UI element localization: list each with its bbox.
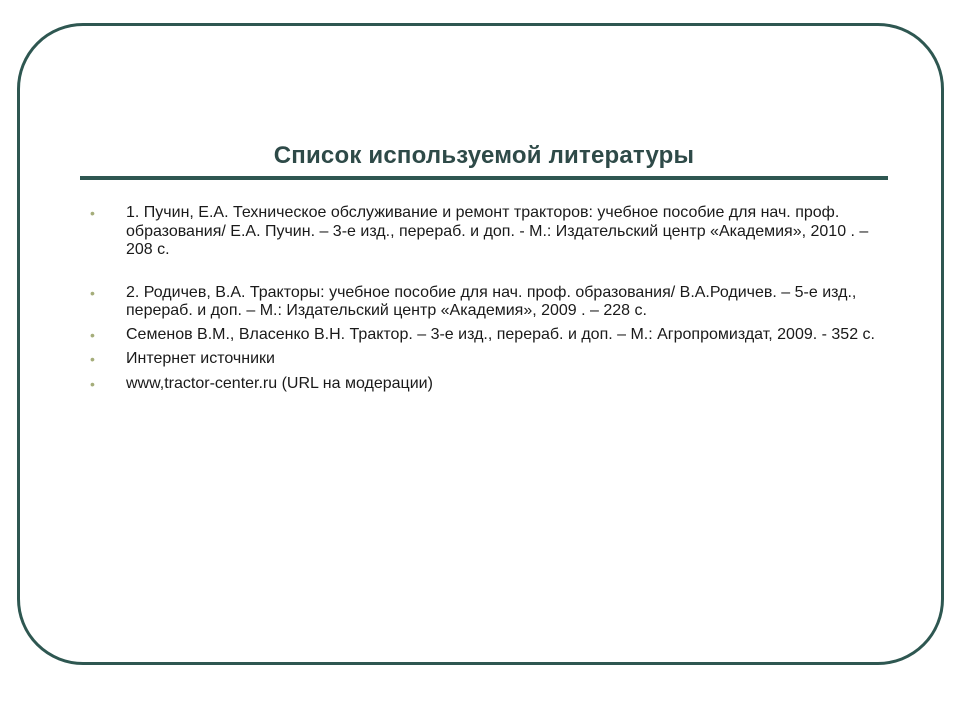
bibliography-link[interactable]: www,tractor-center.ru (URL на модерации) [126, 374, 433, 392]
bibliography-text-4: Интернет источники [126, 350, 275, 367]
bibliography-item-3 [90, 326, 880, 345]
bibliography-list [90, 204, 880, 393]
bullet-icon: • [90, 205, 95, 221]
bibliography-text-3: Семенов В.М., Власенко В.Н. Трактор. – 3-е изд., перераб. и доп. – М.: Агропромиздат, 2009. - 352 с. [126, 325, 875, 343]
bullet-icon: • [90, 326, 95, 343]
bibliography-text-2: 2. Родичев, В.А. Тракторы: учебное пособие для нач. проф. образования/ В.А.Родичев. – 5-е изд., перераб. и доп. – М.: Издательский центр «Академия», 2009 . – 228 с. [126, 283, 857, 319]
bibliography-item-1 [90, 204, 880, 260]
bibliography-text-1: 1. Пучин, Е.А. Техническое обслуживание и ремонт тракторов: учебное пособие для нач. проф. образования/ Е.А. Пучин. – 3-е изд., перераб. и доп. - М.: Издательский центр «Академия», 2010 . – 208 с. [126, 204, 869, 258]
bullet-icon: • [90, 375, 95, 392]
bullet-icon: • [90, 284, 95, 301]
bibliography-item-4 [90, 350, 880, 369]
title-underline [80, 176, 888, 180]
bibliography-item-5 [90, 375, 880, 394]
slide-title: Список используемой литературы [273, 142, 695, 169]
bullet-icon: • [90, 351, 95, 367]
bibliography-item-2 [90, 284, 880, 321]
